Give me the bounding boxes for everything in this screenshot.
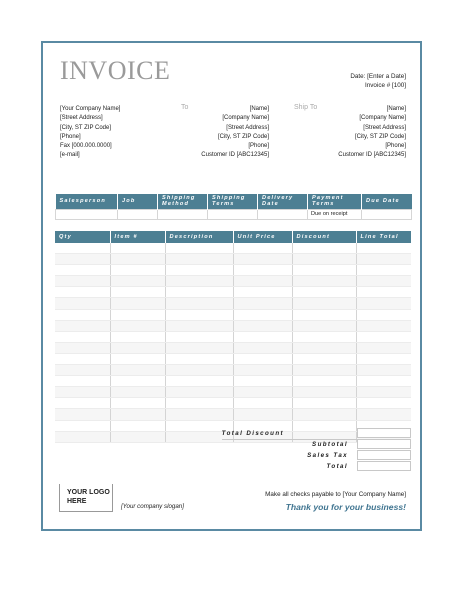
line-item-row — [55, 320, 411, 331]
line-item-cell[interactable] — [292, 276, 356, 287]
to-phone[interactable]: [Phone] — [248, 143, 269, 150]
from-company[interactable]: [Your Company Name] — [60, 106, 121, 112]
line-item-cell[interactable] — [292, 398, 356, 409]
line-item-cell[interactable] — [55, 376, 110, 387]
line-item-cell[interactable] — [165, 331, 233, 342]
line-item-cell[interactable] — [356, 365, 411, 376]
line-item-cell[interactable] — [356, 243, 411, 254]
line-item-cell[interactable] — [110, 276, 165, 287]
to-address — [183, 105, 269, 161]
ship-phone[interactable]: [Phone] — [385, 143, 406, 150]
line-item-cell[interactable] — [165, 265, 233, 276]
line-item-cell[interactable] — [55, 331, 110, 342]
line-item-cell[interactable] — [165, 309, 233, 320]
line-items-table — [55, 231, 411, 443]
from-address — [60, 105, 120, 161]
line-item-row — [55, 254, 411, 265]
col-line-total: Line Total — [356, 231, 411, 243]
line-item-row — [55, 342, 411, 353]
line-item-cell[interactable] — [55, 243, 110, 254]
line-item-cell[interactable] — [292, 353, 356, 364]
line-item-cell[interactable] — [165, 287, 233, 298]
ship-company[interactable]: [Company Name] — [359, 115, 406, 122]
cell-job[interactable] — [118, 209, 158, 219]
line-item-cell[interactable] — [356, 387, 411, 398]
total-discount-value[interactable] — [357, 428, 411, 438]
line-item-cell[interactable] — [110, 376, 165, 387]
line-item-cell[interactable] — [165, 376, 233, 387]
sales-tax-label: Sales Tax — [307, 452, 348, 459]
total-label: Total — [326, 463, 348, 470]
to-name[interactable]: [Name] — [249, 106, 269, 112]
from-city[interactable]: [City, ST ZIP Code] — [60, 124, 112, 131]
line-item-cell[interactable] — [233, 398, 292, 409]
line-item-cell[interactable] — [292, 331, 356, 342]
line-item-cell[interactable] — [110, 420, 165, 431]
line-item-cell[interactable] — [292, 298, 356, 309]
to-city[interactable]: [City, ST ZIP Code] — [217, 133, 269, 140]
line-item-cell[interactable] — [55, 265, 110, 276]
line-item-cell[interactable] — [110, 331, 165, 342]
line-item-cell[interactable] — [356, 331, 411, 342]
line-item-row — [55, 298, 411, 309]
cell-due-date[interactable] — [362, 209, 412, 219]
line-item-cell[interactable] — [233, 243, 292, 254]
line-item-cell[interactable] — [233, 298, 292, 309]
line-item-row — [55, 376, 411, 387]
col-due-date: Due Date — [362, 194, 412, 209]
line-item-cell[interactable] — [233, 376, 292, 387]
line-item-cell[interactable] — [165, 365, 233, 376]
line-item-cell[interactable] — [165, 398, 233, 409]
line-item-cell[interactable] — [55, 298, 110, 309]
line-item-cell[interactable] — [55, 420, 110, 431]
line-item-cell[interactable] — [55, 387, 110, 398]
line-item-cell[interactable] — [165, 409, 233, 420]
line-item-row — [55, 409, 411, 420]
logo-placeholder[interactable] — [59, 484, 113, 512]
line-item-cell[interactable] — [110, 298, 165, 309]
col-discount: Discount — [292, 231, 356, 243]
line-item-cell[interactable] — [292, 365, 356, 376]
line-item-cell[interactable] — [292, 409, 356, 420]
line-item-cell[interactable] — [292, 342, 356, 353]
line-item-cell[interactable] — [356, 398, 411, 409]
ship-to-label: Ship To — [294, 104, 318, 111]
thank-you-message: Thank you for your business! — [285, 502, 406, 512]
line-item-row — [55, 365, 411, 376]
company-slogan[interactable]: [Your company slogan] — [121, 503, 184, 510]
line-item-row — [55, 265, 411, 276]
ship-customer-id[interactable]: Customer ID [ABC12345] — [338, 152, 406, 159]
line-item-row — [55, 398, 411, 409]
line-item-cell[interactable] — [55, 276, 110, 287]
from-email[interactable]: [e-mail] — [60, 152, 80, 159]
line-item-cell[interactable] — [165, 243, 233, 254]
line-item-cell[interactable] — [110, 353, 165, 364]
line-item-row — [55, 243, 411, 254]
line-item-row — [55, 287, 411, 298]
cell-shipping-terms[interactable] — [208, 209, 258, 219]
line-item-cell[interactable] — [55, 254, 110, 265]
line-item-row — [55, 309, 411, 320]
line-item-cell[interactable] — [55, 431, 110, 442]
line-item-cell[interactable] — [356, 254, 411, 265]
line-item-cell[interactable] — [292, 254, 356, 265]
line-item-cell[interactable] — [233, 320, 292, 331]
line-item-cell[interactable] — [110, 254, 165, 265]
logo-line-2: HERE — [67, 498, 87, 505]
sales-tax-value[interactable] — [357, 450, 411, 460]
line-item-row — [55, 276, 411, 287]
invoice-date[interactable]: Date: [Enter a Date] — [350, 73, 406, 80]
line-item-cell[interactable] — [292, 420, 356, 431]
line-item-cell[interactable] — [233, 254, 292, 265]
col-salesperson: Salesperson — [56, 194, 118, 209]
col-delivery-date: Delivery Date — [258, 194, 308, 209]
invoice-title: INVOICE — [60, 56, 171, 85]
col-job: Job — [118, 194, 158, 209]
invoice-page — [41, 41, 422, 531]
line-item-cell[interactable] — [233, 265, 292, 276]
line-item-cell[interactable] — [356, 409, 411, 420]
subtotal-value[interactable] — [357, 439, 411, 449]
line-item-cell[interactable] — [110, 309, 165, 320]
line-item-cell[interactable] — [233, 331, 292, 342]
order-row — [56, 209, 412, 219]
line-item-cell[interactable] — [356, 320, 411, 331]
from-phone[interactable]: [Phone] — [60, 133, 81, 140]
line-item-cell[interactable] — [165, 342, 233, 353]
order-info-table — [55, 194, 412, 220]
line-item-cell[interactable] — [55, 353, 110, 364]
col-description: Description — [165, 231, 233, 243]
total-discount-label: Total Discount — [221, 430, 284, 437]
col-shipping-terms: Shipping Terms — [208, 194, 258, 209]
line-item-cell[interactable] — [55, 309, 110, 320]
line-item-cell[interactable] — [233, 353, 292, 364]
ship-street[interactable]: [Street Address] — [363, 124, 406, 131]
line-item-cell[interactable] — [110, 265, 165, 276]
line-item-cell[interactable] — [233, 342, 292, 353]
col-qty: Qty — [55, 231, 110, 243]
line-item-cell[interactable] — [165, 276, 233, 287]
col-payment-terms: Payment Terms — [308, 194, 362, 209]
line-item-cell[interactable] — [110, 409, 165, 420]
ship-name[interactable]: [Name] — [386, 106, 406, 112]
line-item-cell[interactable] — [292, 243, 356, 254]
line-item-cell[interactable] — [292, 287, 356, 298]
line-item-cell[interactable] — [356, 287, 411, 298]
line-item-cell[interactable] — [110, 365, 165, 376]
line-item-cell[interactable] — [292, 320, 356, 331]
line-item-cell[interactable] — [356, 298, 411, 309]
cell-payment-terms[interactable]: Due on receipt — [308, 209, 362, 219]
line-item-cell[interactable] — [292, 376, 356, 387]
total-discount-line — [222, 439, 357, 440]
line-item-cell[interactable] — [233, 409, 292, 420]
total-value[interactable] — [357, 461, 411, 471]
line-item-cell[interactable] — [55, 320, 110, 331]
line-item-cell[interactable] — [110, 342, 165, 353]
line-item-cell[interactable] — [165, 298, 233, 309]
cell-salesperson[interactable] — [56, 209, 118, 219]
to-customer-id[interactable]: Customer ID [ABC12345] — [201, 152, 269, 159]
line-item-cell[interactable] — [233, 276, 292, 287]
line-item-cell[interactable] — [165, 353, 233, 364]
line-item-row — [55, 353, 411, 364]
line-item-row — [55, 331, 411, 342]
line-item-cell[interactable] — [292, 265, 356, 276]
line-item-cell[interactable] — [55, 287, 110, 298]
to-street[interactable]: [Street Address] — [226, 124, 269, 131]
line-item-cell[interactable] — [55, 398, 110, 409]
col-unit-price: Unit Price — [233, 231, 292, 243]
line-item-cell[interactable] — [110, 320, 165, 331]
line-item-row — [55, 387, 411, 398]
line-item-cell[interactable] — [356, 276, 411, 287]
ship-city[interactable]: [City, ST ZIP Code] — [354, 133, 406, 140]
line-item-cell[interactable] — [55, 342, 110, 353]
line-item-cell[interactable] — [292, 387, 356, 398]
line-item-cell[interactable] — [165, 254, 233, 265]
line-item-cell[interactable] — [356, 342, 411, 353]
line-item-cell[interactable] — [165, 320, 233, 331]
line-item-cell[interactable] — [356, 309, 411, 320]
line-item-cell[interactable] — [292, 309, 356, 320]
invoice-number[interactable]: Invoice # [100] — [365, 82, 406, 89]
line-item-cell[interactable] — [233, 387, 292, 398]
subtotal-label: Subtotal — [312, 441, 348, 448]
line-item-cell[interactable] — [110, 387, 165, 398]
checks-payable-note: Make all checks payable to [Your Company Name] — [265, 491, 406, 498]
line-item-cell[interactable] — [110, 431, 165, 442]
line-item-cell[interactable] — [356, 376, 411, 387]
line-item-cell[interactable] — [110, 398, 165, 409]
line-item-cell[interactable] — [165, 387, 233, 398]
line-item-cell[interactable] — [233, 287, 292, 298]
line-item-cell[interactable] — [233, 309, 292, 320]
line-item-cell[interactable] — [55, 409, 110, 420]
line-item-cell[interactable] — [110, 287, 165, 298]
from-fax[interactable]: Fax [000.000.0000] — [60, 143, 112, 150]
line-item-cell[interactable] — [356, 265, 411, 276]
logo-line-1: YOUR LOGO — [67, 489, 110, 496]
from-street[interactable]: [Street Address] — [60, 115, 103, 122]
line-item-cell[interactable] — [110, 243, 165, 254]
line-item-rows — [55, 243, 411, 442]
line-item-cell[interactable] — [55, 365, 110, 376]
col-shipping-method: Shipping Method — [158, 194, 208, 209]
to-label: To — [181, 104, 189, 111]
to-company[interactable]: [Company Name] — [222, 115, 269, 122]
cell-shipping-method[interactable] — [158, 209, 208, 219]
line-item-cell[interactable] — [356, 353, 411, 364]
ship-to-address — [319, 105, 406, 161]
cell-delivery-date[interactable] — [258, 209, 308, 219]
line-item-cell[interactable] — [233, 365, 292, 376]
col-item-number: Item # — [110, 231, 165, 243]
